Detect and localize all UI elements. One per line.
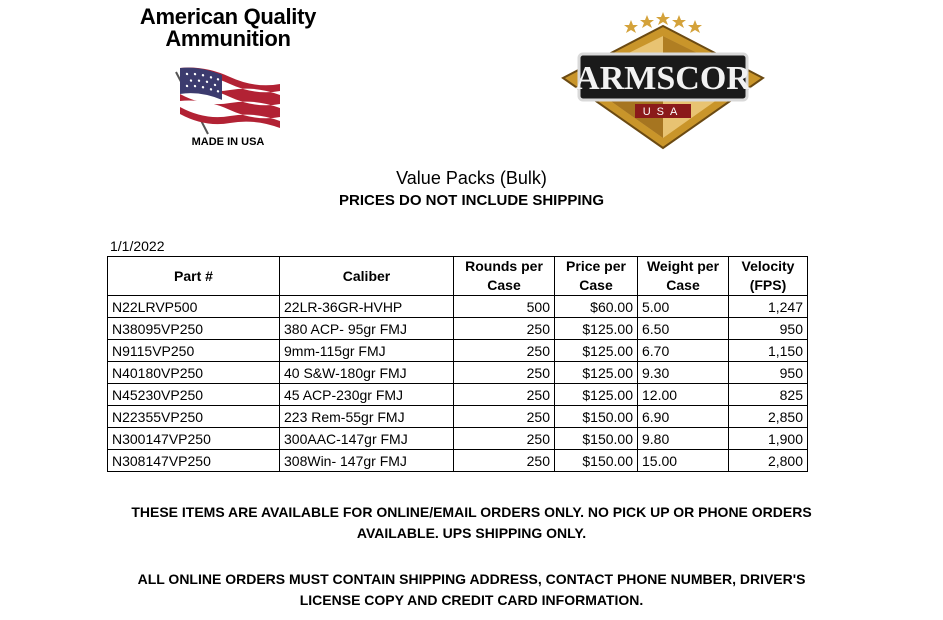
header-velocity-l1: Velocity [741,258,795,274]
cell-caliber: 45 ACP-230gr FMJ [280,384,454,406]
page-subtitle: PRICES DO NOT INCLUDE SHIPPING [338,192,605,209]
cell-rounds: 250 [454,318,555,340]
header-rounds [454,257,555,296]
table-row [108,428,808,450]
american-flag-icon [170,62,290,138]
aqa-title-line2: Ammunition [165,26,291,51]
cell-velocity: 1,247 [729,296,808,318]
header-weight-l2: Case [666,277,700,293]
cell-weight: 5.00 [638,296,729,318]
cell-weight: 9.80 [638,428,729,450]
header-rounds-l1: Rounds per [465,258,543,274]
cell-velocity: 950 [729,318,808,340]
cell-rounds: 250 [454,428,555,450]
cell-price: $125.00 [555,340,638,362]
header-price [555,257,638,296]
table-row [108,406,808,428]
cell-caliber: 223 Rem-55gr FMJ [280,406,454,428]
cell-part: N22355VP250 [108,406,280,428]
cell-velocity: 1,900 [729,428,808,450]
aqa-logo-title [108,6,348,50]
header-price-l2: Case [579,277,613,293]
cell-rounds: 500 [454,296,555,318]
armscor-logo [553,6,773,156]
cell-price: $125.00 [555,362,638,384]
header-velocity [729,257,808,296]
price-date: 1/1/2022 [110,238,165,254]
header-velocity-l2: (FPS) [749,277,787,293]
cell-weight: 6.50 [638,318,729,340]
made-in-usa-text: MADE IN USA [191,136,265,148]
header-rounds-l2: Case [487,277,521,293]
header-weight-l1: Weight per [646,258,720,274]
cell-caliber: 40 S&W-180gr FMJ [280,362,454,384]
american-quality-logo [108,6,348,156]
cell-rounds: 250 [454,340,555,362]
cell-weight: 6.70 [638,340,729,362]
cell-price: $60.00 [555,296,638,318]
cell-rounds: 250 [454,384,555,406]
page-header [0,167,943,212]
cell-rounds: 250 [454,450,555,472]
cell-caliber: 22LR-36GR-HVHP [280,296,454,318]
armscor-name: ARMSCOR [575,60,751,97]
cell-weight: 12.00 [638,384,729,406]
cell-velocity: 950 [729,362,808,384]
table-row [108,296,808,318]
cell-part: N40180VP250 [108,362,280,384]
cell-velocity: 1,150 [729,340,808,362]
cell-price: $125.00 [555,318,638,340]
cell-price: $150.00 [555,450,638,472]
cell-caliber: 9mm-115gr FMJ [280,340,454,362]
online-orders-notice: THESE ITEMS ARE AVAILABLE FOR ONLINE/EMAIL ORDERS ONLY. NO PICK UP OR PHONE ORDERS AVAILABLE. UPS SHIPPING ONLY. [131,504,812,541]
cell-part: N300147VP250 [108,428,280,450]
cell-weight: 9.30 [638,362,729,384]
cell-part: N308147VP250 [108,450,280,472]
table-row [108,340,808,362]
cell-velocity: 2,800 [729,450,808,472]
cell-price: $150.00 [555,428,638,450]
cell-velocity: 2,850 [729,406,808,428]
cell-velocity: 825 [729,384,808,406]
armscor-sub: USA [642,106,684,118]
cell-price: $150.00 [555,406,638,428]
cell-part: N22LRVP500 [108,296,280,318]
cell-rounds: 250 [454,362,555,384]
header-price-l1: Price per [566,258,626,274]
cell-part: N9115VP250 [108,340,280,362]
cell-part: N38095VP250 [108,318,280,340]
cell-caliber: 308Win- 147gr FMJ [280,450,454,472]
header-weight [638,257,729,296]
header-caliber [280,257,454,296]
header-part [108,257,280,296]
price-table [107,256,808,472]
cell-weight: 6.90 [638,406,729,428]
cell-weight: 15.00 [638,450,729,472]
header-part-label: Part # [174,267,213,284]
cell-rounds: 250 [454,406,555,428]
table-row [108,384,808,406]
header-row [108,257,808,296]
table-header [108,257,808,296]
aqa-title-line1: American Quality [139,4,317,29]
cell-caliber: 380 ACP- 95gr FMJ [280,318,454,340]
order-requirements-notice: ALL ONLINE ORDERS MUST CONTAIN SHIPPING ADDRESS, CONTACT PHONE NUMBER, DRIVER'S LICENSE COPY AND CREDIT CARD INFORMATION. [137,571,806,608]
header-caliber-label: Caliber [342,267,391,284]
cell-part: N45230VP250 [108,384,280,406]
table-row [108,362,808,384]
table-row [108,450,808,472]
cell-price: $125.00 [555,384,638,406]
cell-caliber: 300AAC-147gr FMJ [280,428,454,450]
table-body [108,296,808,472]
page-title: Value Packs (Bulk) [396,168,547,188]
table-row [108,318,808,340]
